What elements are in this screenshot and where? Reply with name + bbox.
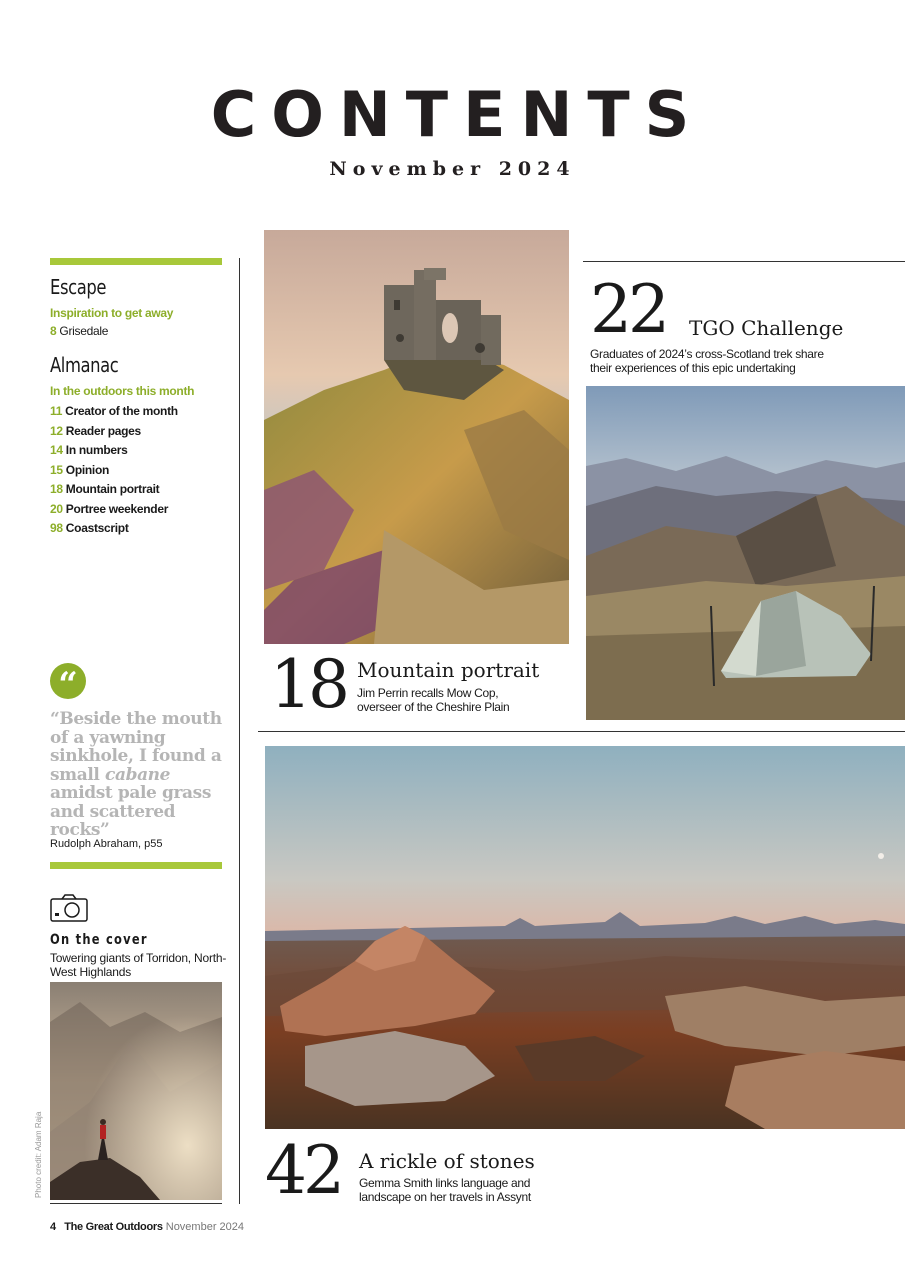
toc-item-label: Opinion: [65, 462, 110, 477]
toc-item-label: Coastscript: [65, 521, 129, 535]
toc-item-number: 8: [50, 324, 57, 338]
toc-item[interactable]: [50, 402, 178, 422]
feature-description: [590, 347, 824, 375]
toc-item-number: 11: [50, 404, 63, 418]
page-footer: [50, 1221, 244, 1233]
camera-icon: [50, 894, 88, 922]
feature-title[interactable]: A rickle of stones: [359, 1149, 535, 1173]
footer-date: November 2024: [165, 1221, 245, 1233]
page-number: 4: [50, 1221, 57, 1233]
cover-title: On the cover: [50, 932, 148, 948]
quote-text-before: Beside the mouth of a yawning sinkhole, I found a small: [50, 709, 222, 785]
quote-author: Rudolph Abraham, p55: [50, 838, 163, 850]
magazine-name: The Great Outdoors: [64, 1221, 163, 1233]
accent-bar-top: [50, 258, 222, 265]
feature-number: 22: [590, 271, 666, 348]
issue-date: November 2024: [329, 158, 576, 180]
feature-description-line: overseer of the Cheshire Plain: [357, 700, 510, 714]
toc-item-label: Reader pages: [65, 423, 141, 438]
section-title-escape: Escape: [50, 275, 107, 299]
feature-description-line: their experiences of this epic undertaking: [590, 361, 796, 375]
feature-image-tgo-challenge[interactable]: [586, 386, 905, 720]
cover-image[interactable]: [50, 982, 222, 1200]
toc-item-label: Mountain portrait: [65, 482, 160, 496]
cover-description: Towering giants of Torridon, North-West Highlands: [50, 951, 227, 979]
feature-description-line: landscape on her travels in Assynt: [359, 1190, 531, 1204]
feature-description-line: Graduates of 2024’s cross-Scotland trek share: [590, 347, 824, 361]
section-divider: [258, 731, 905, 732]
quote-icon: “: [50, 663, 86, 699]
toc-item[interactable]: [50, 461, 178, 481]
pull-quote: [50, 710, 235, 840]
feature-number: 42: [265, 1132, 341, 1209]
toc-item-number: 15: [50, 462, 63, 477]
feature-image-mountain-portrait[interactable]: [264, 230, 569, 644]
feature-description: [357, 686, 509, 714]
toc-item-label: Portree weekender: [65, 501, 169, 516]
column-divider: [239, 258, 240, 1204]
photo-credit: Photo credit: Adam Raja: [34, 1111, 43, 1198]
toc-item-number: 20: [50, 501, 63, 516]
toc-item-number: 14: [50, 443, 63, 457]
section-title-almanac: Almanac: [50, 353, 119, 377]
toc-item[interactable]: [50, 422, 178, 442]
cover-divider: [50, 1203, 222, 1204]
accent-bar-bottom: [50, 862, 222, 869]
toc-item-label: Grisedale: [59, 324, 109, 338]
toc-item-label: Creator of the month: [65, 404, 178, 418]
toc-item[interactable]: [50, 480, 178, 500]
feature-description: [359, 1176, 531, 1204]
quote-text-italic: cabane: [105, 764, 171, 785]
page-title: CONTENTS: [210, 78, 705, 151]
quote-text-after: amidst pale grass and scattered rocks: [50, 783, 211, 840]
toc-item[interactable]: [50, 500, 178, 520]
feature-description-line: Gemma Smith links language and: [359, 1176, 531, 1190]
section-subtitle-almanac: In the outdoors this month: [50, 384, 195, 398]
toc-item-number: 98: [50, 521, 63, 535]
feature-description-line: Jim Perrin recalls Mow Cop,: [357, 686, 499, 700]
toc-item[interactable]: [50, 441, 178, 461]
feature-title[interactable]: Mountain portrait: [357, 658, 540, 682]
feature-image-rickle-of-stones[interactable]: [265, 746, 905, 1129]
feature-title[interactable]: TGO Challenge: [689, 316, 844, 340]
quote-open-mark: “: [50, 709, 60, 729]
toc-item-label: In numbers: [65, 443, 128, 457]
quote-close-mark: ”: [100, 820, 110, 840]
toc-list-escape: [50, 322, 108, 342]
toc-item-number: 12: [50, 423, 63, 438]
toc-item[interactable]: [50, 322, 108, 342]
section-divider: [583, 261, 905, 262]
toc-list-almanac: [50, 402, 178, 539]
toc-item[interactable]: [50, 519, 178, 539]
feature-number: 18: [270, 646, 346, 723]
toc-item-number: 18: [50, 482, 63, 496]
section-subtitle-escape: Inspiration to get away: [50, 306, 174, 320]
